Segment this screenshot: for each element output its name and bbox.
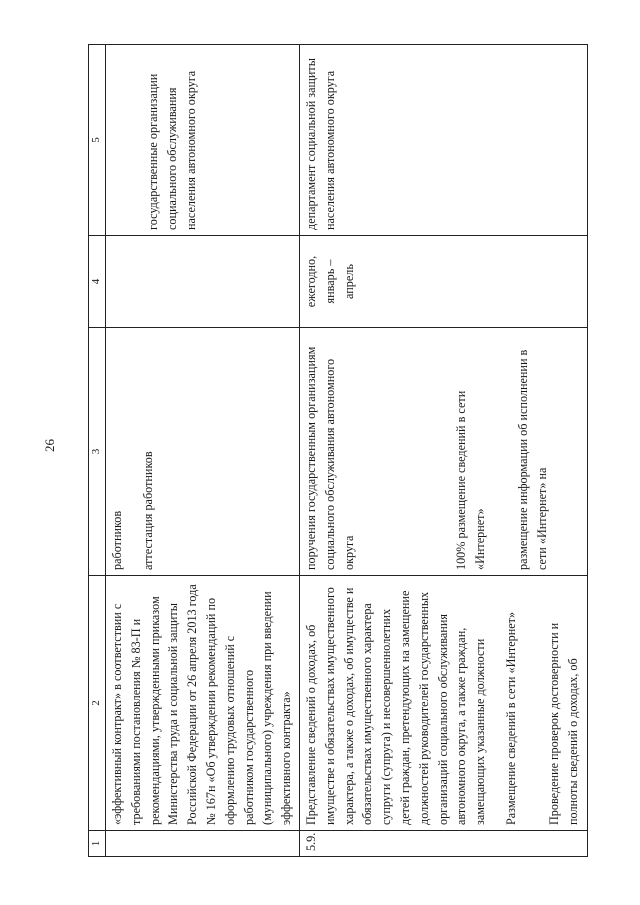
measure-description-cell [300,576,588,831]
row-number-cell [106,831,300,857]
column-header-1: 1 [89,831,106,857]
deadline-text: ежегодно, январь – апрель [304,255,356,308]
column-header-5: 5 [89,45,106,236]
page-number: 26 [42,439,57,452]
measure-description: Проведение проверок достоверности и полноты сведений о доходах, об [546,622,580,825]
table-row [300,45,588,857]
measures-table [88,44,588,857]
measure-description-cell [106,576,300,831]
table-row [106,45,300,857]
indicator-text: работников [110,510,124,570]
responsible-cell [300,45,588,236]
indicator-text: 100% размещение сведений в сети «Интернет» [454,390,488,570]
responsible-cell [106,45,300,236]
indicator-cell [106,328,300,576]
column-header-3: 3 [89,328,106,576]
row-number-cell: 5.9. [300,831,588,857]
indicator-text: аттестация работников [140,451,155,570]
responsible-text: государственные организации социального обслуживания населения автономного округа [146,70,198,230]
measure-description: Представление сведений о доходах, об имуществе и обязательствах имущественного характера, а также о доходах, об имуществе и обязательствах имущественного характера супруги (супруга) и несовершеннолетних детей граждан, претендующих на замещение должностей руководителей государственных организаций социального обслуживания автономного округа, а также граждан, замещающих указанные должности [304,587,488,825]
column-header-4: 4 [89,236,106,328]
measure-description: Размещение сведений в сети «Интернет» [503,611,518,825]
deadline-cell [106,236,300,328]
header-row [89,45,106,857]
responsible-text: департамент социальной защиты населения автономного округа [304,58,337,230]
rotated-table-sheet [88,45,588,857]
indicator-cell [300,328,588,576]
indicator-text: размещение информации об исполнении в сети «Интернет» на [515,349,549,570]
indicator-text: поручения государственным организациям социального обслуживания автономного округа [304,346,356,570]
deadline-cell [300,236,588,328]
column-header-2: 2 [89,576,106,831]
measure-description: «эффективный контракт» в соответствии с требованиями постановления № 83-П и рекомендациями, утвержденными приказом Министерства труда и социальной защиты Российской Федерации от 26 апреля 2013 года № 167н «Об утверждении рекомендаций по оформлению трудовых отношений с работником государственного (муниципального) учреждения при введении эффективного контракта» [110,584,294,825]
